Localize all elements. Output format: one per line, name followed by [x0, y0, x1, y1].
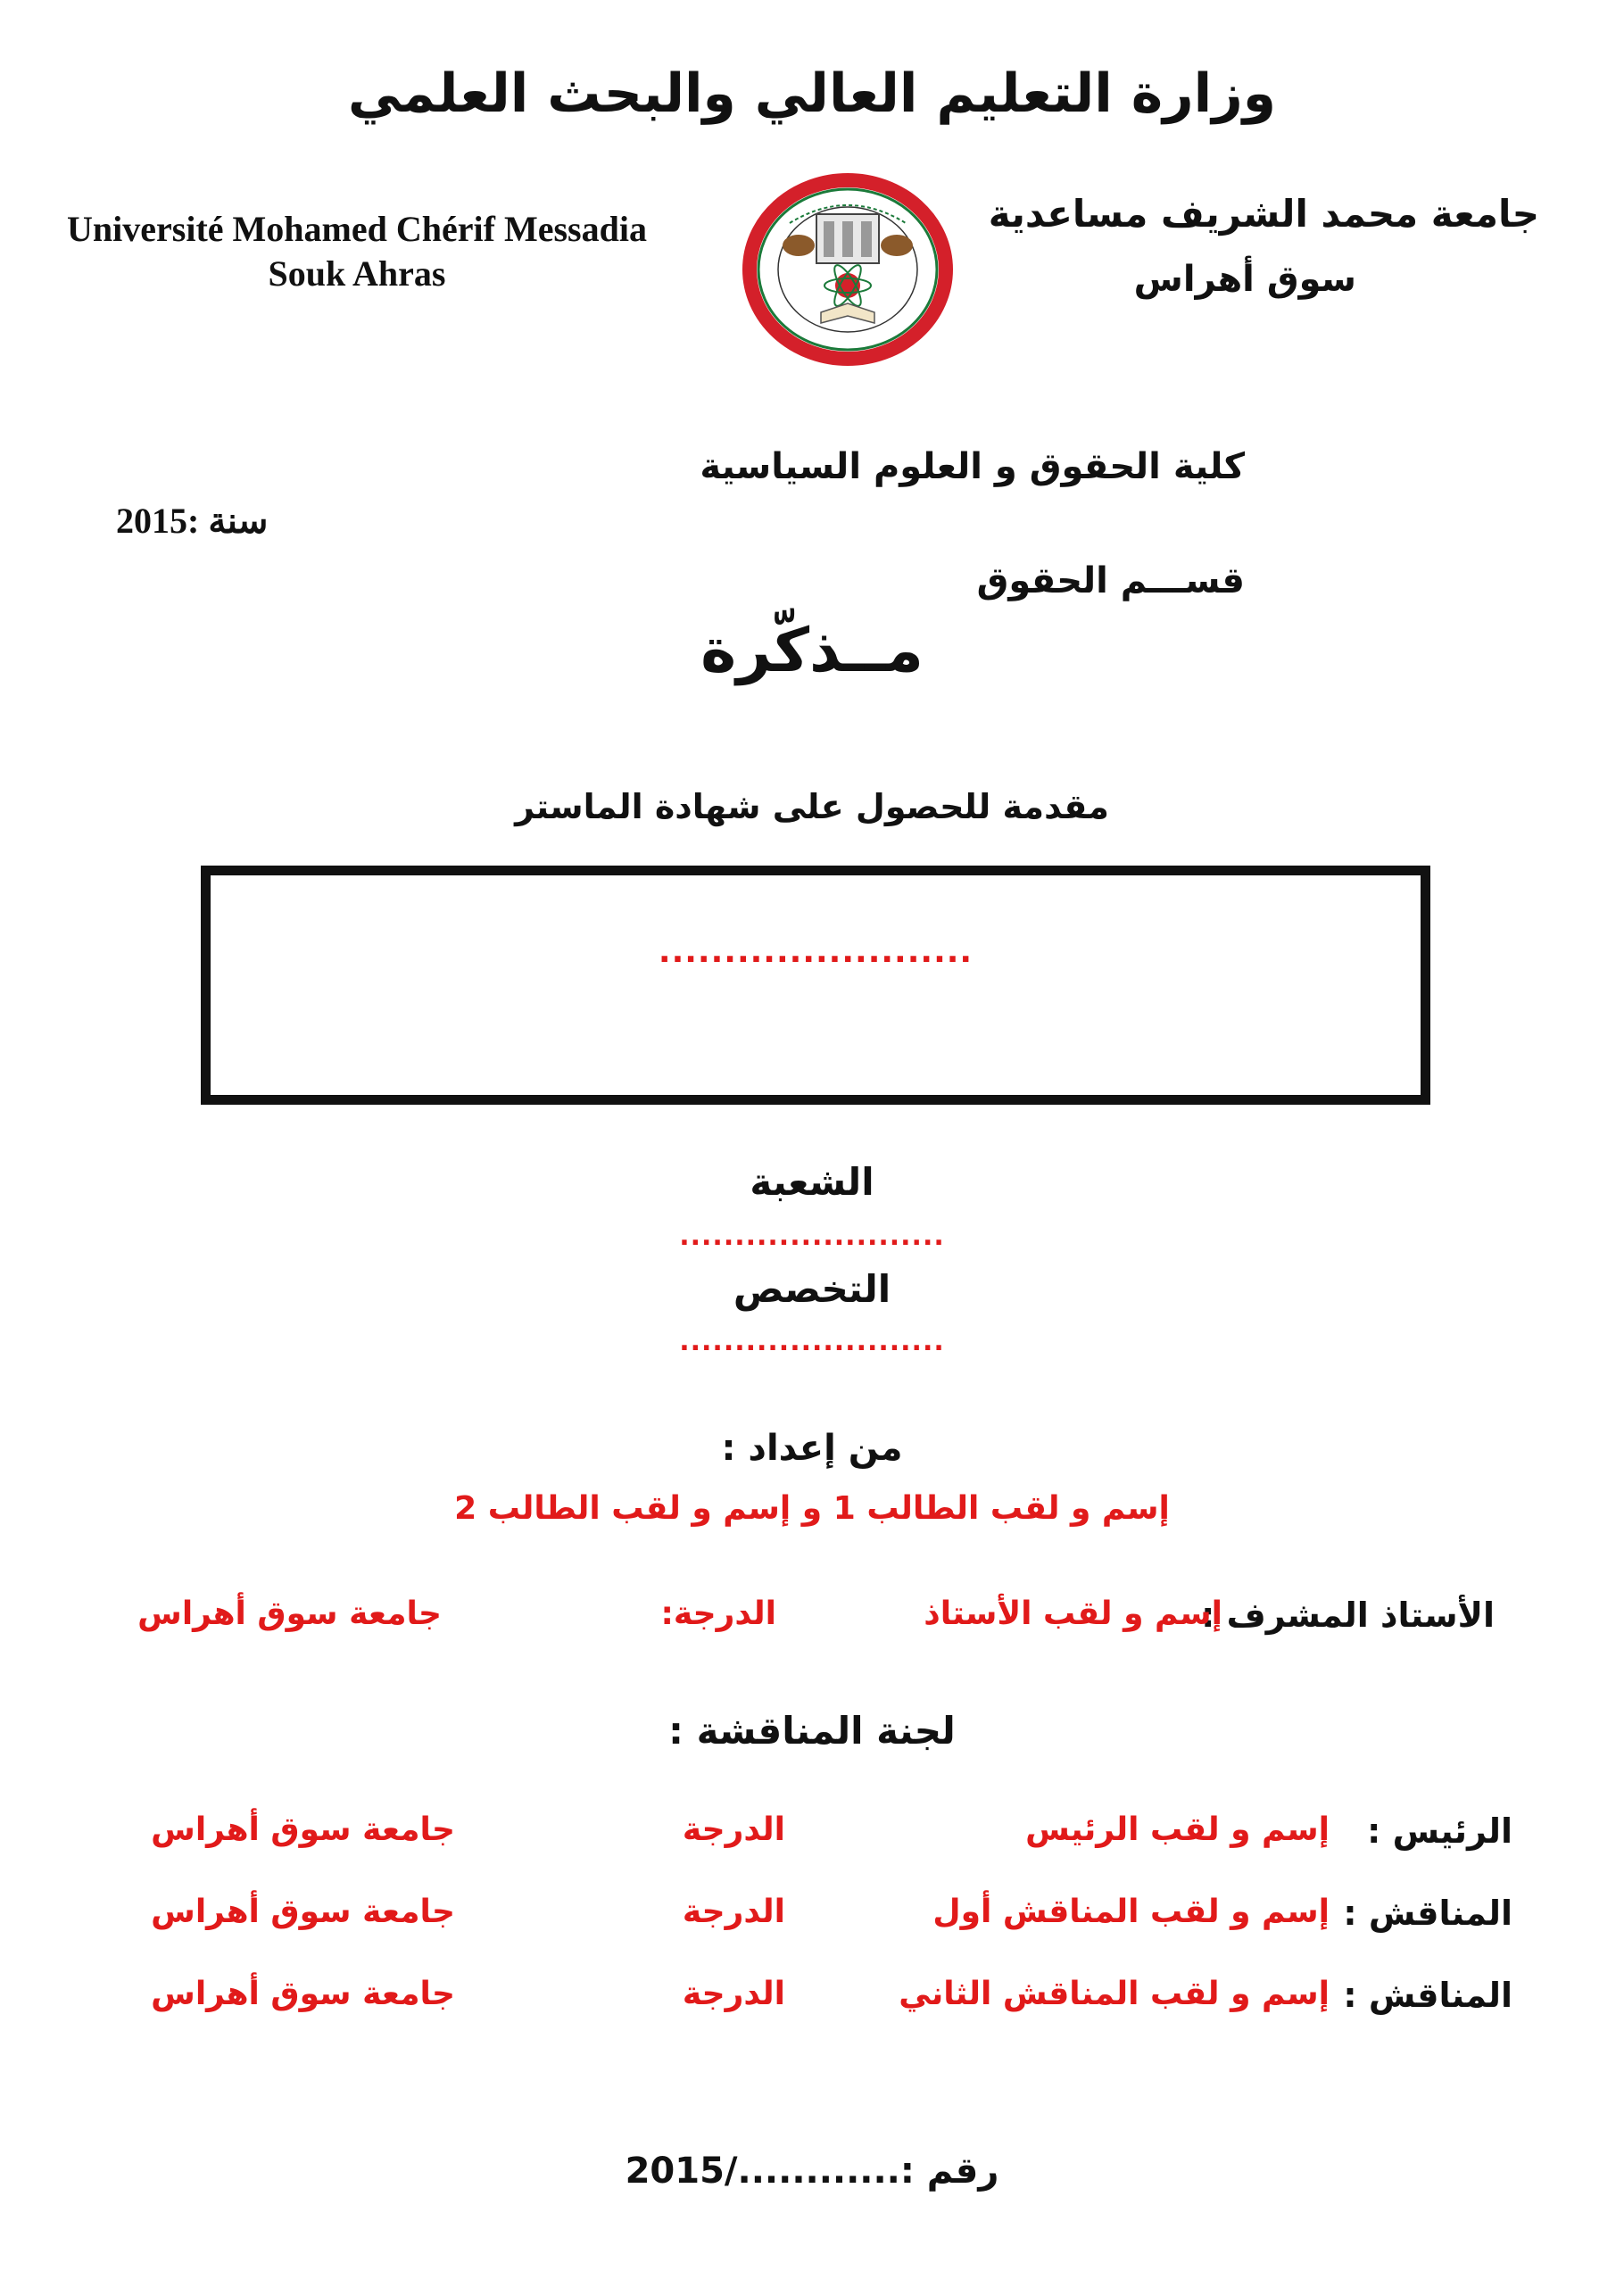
- committee-member-degree: الدرجة: [682, 1811, 785, 1848]
- document-number: رقم :............/2015: [625, 2151, 999, 2192]
- committee-role: الرئيس :: [1367, 1811, 1512, 1851]
- committee-label: لجنة المناقشة :: [668, 1709, 956, 1753]
- branch-value: ........................: [679, 1221, 945, 1252]
- specialization-value: ........................: [679, 1326, 945, 1357]
- faculty-name: كلية الحقوق و العلوم السياسية: [700, 446, 1245, 487]
- thesis-title-box: [201, 866, 1430, 1105]
- university-name-fr-line1: Université Mohamed Chérif Messadia: [67, 209, 647, 249]
- committee-member-name: إسم و لقب المناقش أول: [932, 1894, 1330, 1930]
- branch-label: الشعبة: [750, 1160, 874, 1204]
- prepared-by-label: من إعداد :: [721, 1428, 903, 1469]
- submission-purpose: مقدمة للحصول على شهادة الماستر: [515, 787, 1109, 826]
- committee-member-university: جامعة سوق أهراس: [151, 1811, 455, 1848]
- department-name: قســـم الحقوق: [976, 560, 1245, 601]
- supervisor-degree: الدرجة:: [660, 1596, 776, 1632]
- committee-role: المناقش :: [1343, 1894, 1512, 1933]
- supervisor-label: الأستاذ المشرف :: [1201, 1596, 1495, 1635]
- committee-member-name: إسم و لقب الرئيس: [1025, 1811, 1330, 1848]
- university-city-arabic: سوق أهراس: [1133, 259, 1356, 300]
- supervisor-university: جامعة سوق أهراس: [137, 1596, 442, 1632]
- university-name-fr-line2: Souk Ahras: [268, 253, 446, 294]
- supervisor-name: إسم و لقب الأستاذ: [924, 1596, 1222, 1632]
- university-name-arabic: جامعة محمد الشريف مساعدية: [988, 192, 1539, 236]
- student-names: إسم و لقب الطالب 1 و إسم و لقب الطالب 2: [454, 1490, 1170, 1527]
- committee-member-university: جامعة سوق أهراس: [151, 1894, 455, 1930]
- committee-member-degree: الدرجة: [682, 1976, 785, 2012]
- committee-role: المناقش :: [1343, 1976, 1512, 2015]
- university-seal-logo: [736, 170, 959, 370]
- committee-member-university: جامعة سوق أهراس: [151, 1976, 455, 2012]
- committee-member-name: إسم و لقب المناقش الثاني: [899, 1976, 1330, 2012]
- thesis-title-placeholder: ........................: [658, 933, 974, 970]
- specialization-label: التخصص: [733, 1267, 891, 1311]
- committee-member-degree: الدرجة: [682, 1894, 785, 1930]
- academic-year: سنة :2015: [116, 501, 269, 541]
- university-name-french: [36, 207, 678, 296]
- document-title: مــذكّرة: [700, 616, 924, 686]
- ministry-title: وزارة التعليم العالي والبحث العلمي: [347, 62, 1277, 125]
